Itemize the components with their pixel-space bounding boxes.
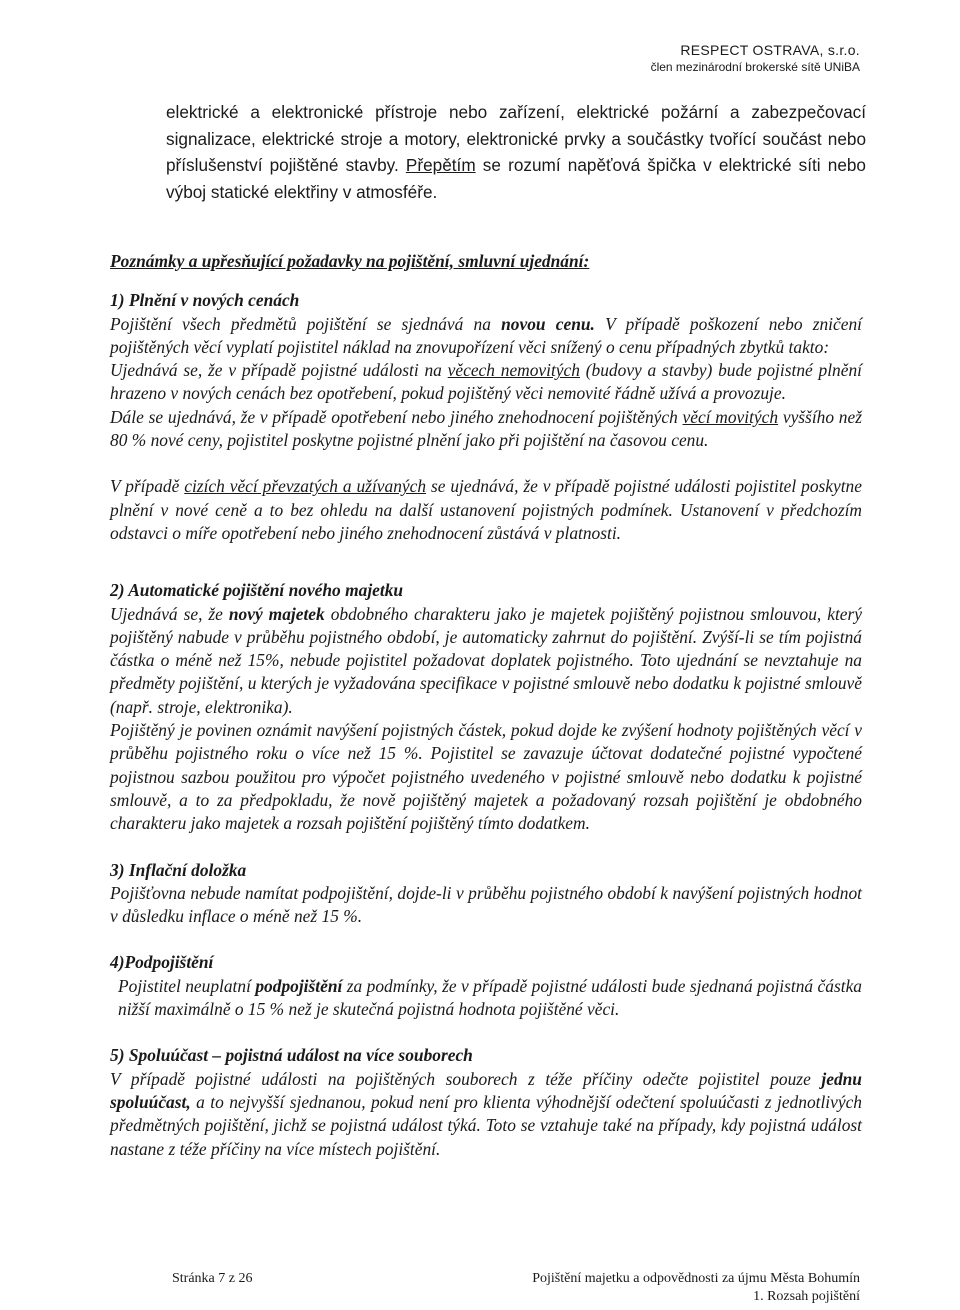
page-header	[651, 42, 860, 76]
document-body	[110, 250, 862, 1161]
text: obdobného charakteru jako je majetek pojištěný pojistnou smlouvou, který pojištěný nabude v průběhu pojistného období, je automaticky zahrnut do pojištění. Zvýší-li se tím pojistná částka o méně než 15%, nebude pojistitel požadovat doplatek pojistného. Toto ujednání se nevztahuje na předměty pojištění, u kterých je vyžadována specifikace v pojistné smlouvě nebo dodatku k pojistné smlouvě (např. stroje, elektronika).	[110, 603, 862, 717]
text: V případě poškození nebo zničení pojištěných věcí vyplatí pojistitel náklad na znovupořízení věci snížený o cenu případných zbytků takto:	[110, 313, 862, 357]
section-1-paragraph-4	[110, 475, 862, 545]
section-4-title: 4)Podpojištění	[110, 952, 214, 973]
header-org-name: RESPECT OSTRAVA, s.r.o.	[680, 42, 860, 58]
text: V případě pojistné události na pojištěných souborech z téže příčiny odečte pojistitel pouze	[110, 1068, 811, 1089]
emphasis: jednu spoluúčast,	[110, 1068, 862, 1112]
text: Dále se ujednává, že v případě opotřebení nebo jiného znehodnocení pojištěných	[110, 406, 678, 427]
section-2-paragraph-1	[110, 603, 862, 719]
footer-document-title: Pojištění majetku a odpovědnosti za újmu Města Bohumín	[532, 1271, 860, 1286]
section-1-title: 1) Plnění v nových cenách	[110, 290, 300, 311]
section-1-paragraph-3	[110, 406, 862, 453]
text: Ujednává se, že v případě pojistné události na	[110, 360, 442, 381]
text: a to nejvyšší sjednanou, pokud není pro klienta výhodnější odečtení spoluúčasti z jednotlivých předmětných pojištění, jichž se pojistná událost týká. Toto se vztahuje také na případy, kdy pojistná událost nastane z téže příčiny na více místech pojištění.	[110, 1091, 862, 1159]
underlined-term: věcech nemovitých	[447, 360, 580, 381]
emphasis: podpojištění	[255, 975, 343, 996]
text: V případě	[110, 476, 180, 497]
intro-text: elektrické a elektronické přístroje nebo zařízení, elektrické požární a zabezpečovací signalizace, elektrické stroje a motory, elektronické prvky a součástky tvořící součást nebo příslušenství pojištěné stavby.	[166, 102, 866, 175]
text: Ujednává se, že	[110, 603, 223, 624]
section-1-paragraph-1	[110, 313, 862, 360]
page-number: Stránka 7 z 26	[172, 1271, 253, 1286]
text: Pojistitel neuplatní	[118, 975, 251, 996]
notes-heading: Poznámky a upřesňující požadavky na pojištění, smluvní ujednání:	[110, 251, 590, 271]
section-5-paragraph-1	[110, 1068, 862, 1161]
footer-section-name: 1. Rozsah pojištění	[753, 1289, 860, 1304]
intro-term: Přepětím	[405, 155, 476, 175]
section-4-paragraph-1	[110, 975, 862, 1022]
text: za podmínky, že v případě pojistné události bude sjednaná pojistná částka nižší maximálně o 15 % než je skutečná pojistná hodnota pojištěné věci.	[118, 975, 862, 1020]
underlined-term: cizích věcí převzatých a užívaných	[184, 476, 427, 497]
section-3-paragraph-1: Pojišťovna nebude namítat podpojištění, dojde-li v průběhu pojistného období k navýšení pojistných hodnot v důsledku inflace o méně než 15 %.	[110, 882, 862, 927]
section-3-title: 3) Inflační doložka	[110, 859, 247, 880]
emphasis: novou cenu.	[501, 313, 595, 334]
text: se ujednává, že v případě pojistné události pojistitel poskytne plnění v nové ceně a to bez ohledu na další ustanovení pojistných podmínek. Ustanovení v předchozím odstavci o míře opotřebení nebo jiného znehodnocení zůstává v platnosti.	[110, 476, 862, 543]
emphasis: nový majetek	[228, 603, 325, 624]
intro-paragraph	[166, 99, 866, 205]
footer-document-info	[532, 1270, 860, 1306]
text: (budovy a stavby) bude pojistné plnění hrazeno v nových cenách bez opotřebení, pokud pojištěný věci nemovité řádně užívá a provozuje.	[110, 360, 863, 404]
section-2-paragraph-2: Pojištěný je povinen oznámit navýšení pojistných částek, pokud dojde ke zvýšení hodnoty pojištěných věcí v průběhu pojistného roku o více než 15 %. Pojistitel se zavazuje účtovat dodatečné pojistné vypočtené pojistnou sazbou použitou pro výpočet pojistného uvedeného v pojistné smlouvě nebo dodatku k pojistné smlouvě, a to za předpokladu, že nově pojištěný majetek a požadovaný rozsah pojištění je obdobného charakteru jako majetek a rozsah pojištění pojištěný tímto dodatkem.	[110, 720, 862, 834]
underlined-term: věcí movitých	[682, 406, 779, 427]
section-2-title: 2) Automatické pojištění nového majetku	[110, 580, 404, 601]
intro-text-after: se rozumí napěťová špička v elektrické síti nebo výboj statické elektřiny v atmosféře.	[166, 155, 866, 202]
section-1-paragraph-2	[110, 359, 862, 406]
section-5-title: 5) Spoluúčast – pojistná událost na více souborech	[110, 1045, 473, 1066]
text: Pojištění všech předmětů pojištění se sjednává na	[110, 313, 491, 334]
header-network: člen mezinárodní brokerské sítě UNiBA	[650, 60, 860, 74]
text: vyššího než 80 % nové ceny, pojistitel poskytne pojistné plnění jako při pojištění na časovou cenu.	[110, 406, 862, 451]
